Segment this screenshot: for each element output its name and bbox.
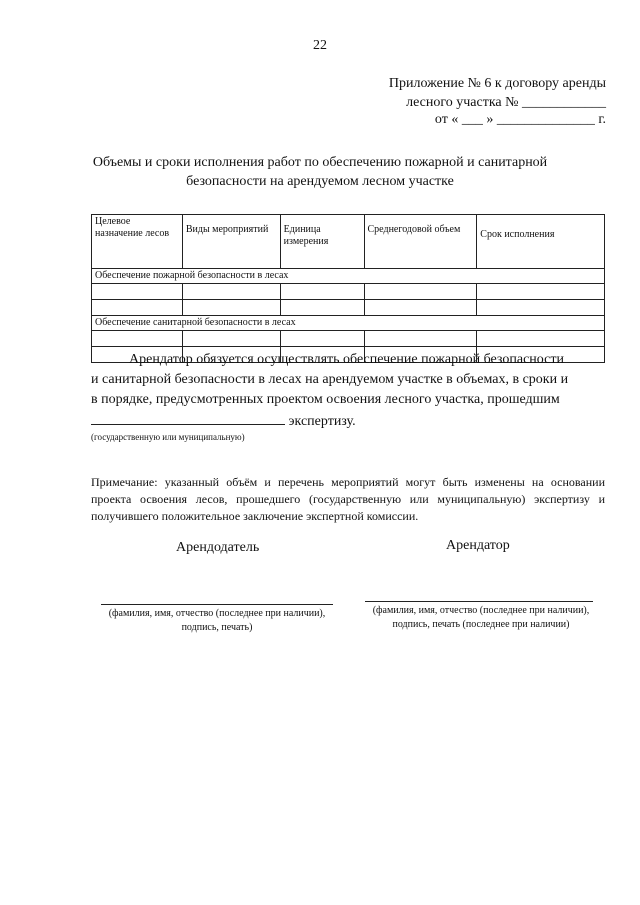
expertise-caption: (государственную или муниципальную)	[91, 432, 245, 442]
expertise-blank	[91, 410, 285, 425]
lessee-caption-line-2: подпись, печать (последнее при наличии)	[392, 619, 570, 630]
section-fire-safety: Обеспечение пожарной безопасности в лесах	[92, 269, 605, 284]
works-table	[91, 214, 605, 363]
table-header-row	[92, 215, 605, 269]
header-cell-purpose: Целевое назначение лесов	[92, 215, 183, 269]
appendix-line-3: от « ___ » ______________ г.	[434, 112, 606, 127]
paragraph-line-2: и санитарной безопасности в лесах на арендуемом участке в объемах, в сроки и	[91, 372, 569, 387]
section-sanitary-safety: Обеспечение санитарной безопасности в лесах	[92, 316, 605, 331]
header-cell-volume: Среднегодовой объем	[364, 215, 477, 269]
paragraph-line-1: Арендатор обязуется осуществлять обеспечение пожарной безопасности	[129, 352, 564, 367]
lessor-label: Арендодатель	[176, 540, 260, 555]
lessee-label: Арендатор	[446, 538, 510, 553]
page-number: 22	[313, 38, 327, 53]
lessor-caption-line-1: (фамилия, имя, отчество (последнее при наличии),	[108, 608, 326, 619]
table-row	[92, 284, 605, 300]
lessor-signature-caption	[88, 607, 346, 635]
header-cell-activities: Виды мероприятий	[182, 215, 280, 269]
lessor-signature-line	[101, 604, 333, 605]
table-row	[92, 300, 605, 316]
paragraph-line-4-end: экспертизу.	[288, 414, 356, 429]
document-title	[60, 153, 580, 191]
obligation-paragraph	[91, 350, 605, 443]
header-cell-term: Срок исполнения	[477, 215, 605, 269]
title-line-2: безопасности на арендуемом лесном участке	[186, 174, 454, 189]
appendix-line-2: лесного участка № ____________	[406, 95, 606, 110]
lessee-signature-caption	[352, 604, 610, 632]
table-section-row	[92, 269, 605, 284]
header-cell-unit: Единица измерения	[280, 215, 364, 269]
appendix-line-1: Приложение № 6 к договору аренды	[388, 76, 606, 91]
table-row	[92, 331, 605, 347]
lessor-caption-line-2: подпись, печать)	[181, 622, 253, 633]
table-section-row	[92, 316, 605, 331]
paragraph-line-4	[91, 410, 605, 432]
note-paragraph: Примечание: указанный объём и перечень мероприятий могут быть изменены на основании проекта освоения лесов, прошедшего (государственную или муниципальную) экспертизу и получившего положительное заключение экспертной комиссии.	[91, 475, 605, 523]
lessee-signature-line	[365, 601, 593, 602]
lessee-caption-line-1: (фамилия, имя, отчество (последнее при наличии),	[372, 605, 590, 616]
paragraph-line-3: в порядке, предусмотренных проектом освоения лесного участка, прошедшим	[91, 392, 560, 407]
title-line-1: Объемы и сроки исполнения работ по обеспечению пожарной и санитарной	[92, 155, 548, 170]
